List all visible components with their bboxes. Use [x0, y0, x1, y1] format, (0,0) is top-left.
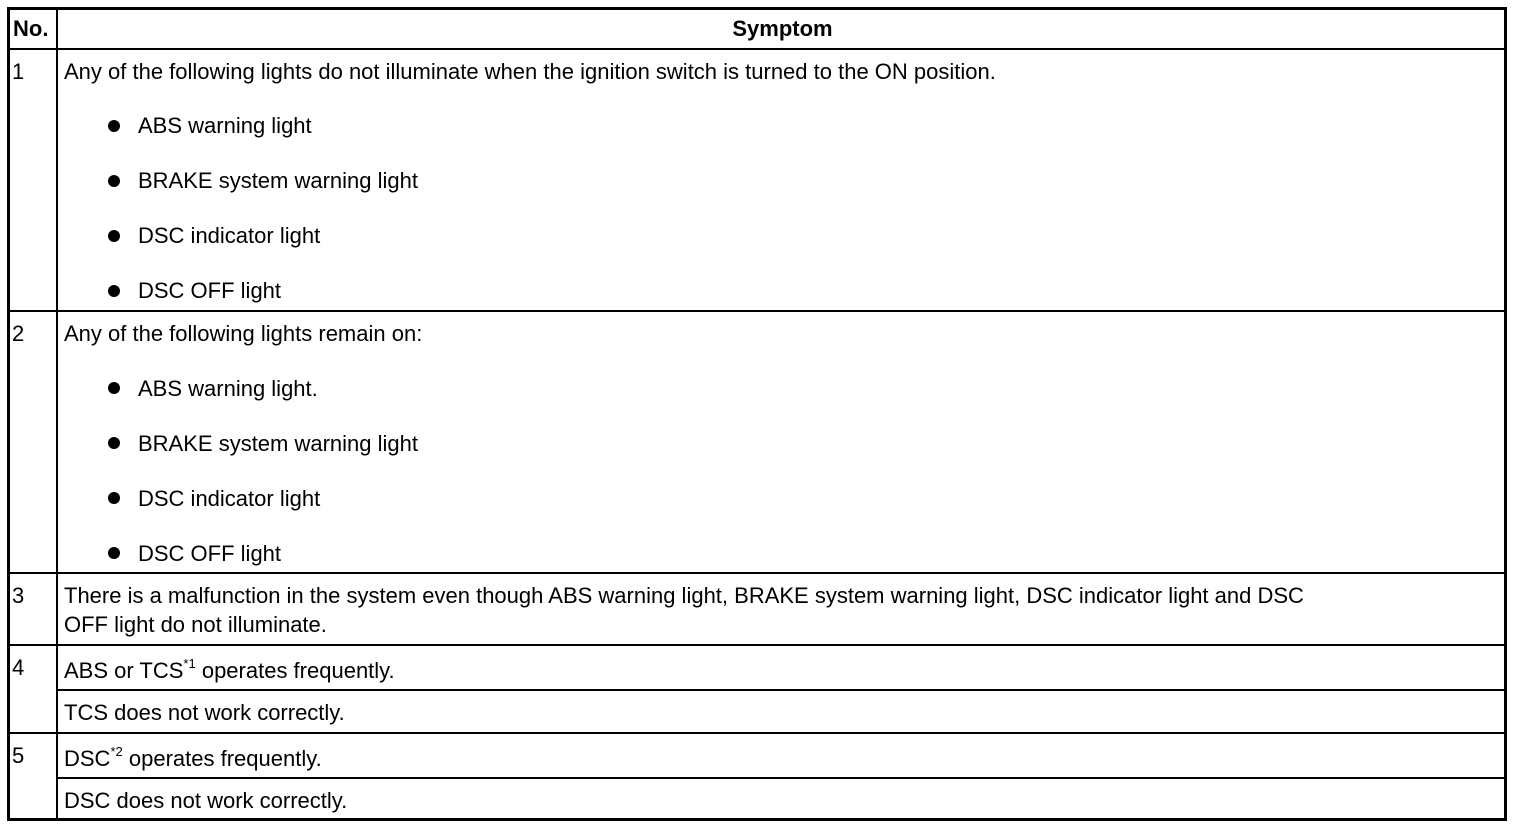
- footnote-ref: *1: [183, 656, 196, 671]
- row-4-text-a-tail: operates frequently.: [195, 658, 395, 683]
- bullet-icon: [108, 437, 120, 449]
- list-item: DSC OFF light: [138, 541, 282, 566]
- list-item: BRAKE system warning light: [138, 431, 418, 456]
- list-item: DSC OFF light: [138, 278, 282, 303]
- footnote-ref: *2: [110, 744, 123, 759]
- row-number: 1: [12, 59, 25, 84]
- bullet-icon: [108, 175, 120, 187]
- row-number: 2: [12, 321, 25, 346]
- row-divider: [7, 732, 1507, 734]
- bullet-icon: [108, 285, 120, 297]
- list-item: ABS warning light.: [138, 376, 318, 401]
- list-item: BRAKE system warning light: [138, 168, 418, 193]
- row-4-text-a: [64, 658, 395, 684]
- row-number: 4: [12, 655, 25, 680]
- list-item: ABS warning light: [138, 113, 312, 138]
- list-item: DSC indicator light: [138, 223, 321, 248]
- row-divider: [7, 48, 1507, 50]
- subrow-divider: [56, 777, 1507, 779]
- row-4-text-b: TCS does not work correctly.: [64, 700, 345, 725]
- row-divider: [7, 572, 1507, 574]
- row-5-text-b: DSC does not work correctly.: [64, 788, 348, 813]
- row-2-text: Any of the following lights remain on:: [64, 321, 423, 346]
- bullet-icon: [108, 492, 120, 504]
- list-item: DSC indicator light: [138, 486, 321, 511]
- subrow-divider: [56, 689, 1507, 691]
- header-no: No.: [13, 16, 49, 41]
- bullet-icon: [108, 230, 120, 242]
- row-divider: [7, 644, 1507, 646]
- column-divider: [56, 7, 58, 821]
- bullet-icon: [108, 382, 120, 394]
- bullet-icon: [108, 120, 120, 132]
- bullet-icon: [108, 547, 120, 559]
- row-5-text-a-main: DSC: [64, 746, 111, 771]
- row-3-text-line-2: OFF light do not illuminate.: [64, 612, 327, 637]
- row-3-text-line-1: There is a malfunction in the system even though ABS warning light, BRAKE system warning light, DSC indicator light and DSC: [64, 583, 1304, 608]
- row-1-text: Any of the following lights do not illuminate when the ignition switch is turned to the ON position.: [64, 59, 996, 84]
- row-divider: [7, 310, 1507, 312]
- row-number: 3: [12, 583, 25, 608]
- row-number: 5: [12, 743, 25, 768]
- row-5-text-a-tail: operates frequently.: [122, 746, 322, 771]
- row-5-text-a: [64, 746, 322, 772]
- row-4-text-a-main: ABS or TCS: [64, 658, 184, 683]
- header-symptom: Symptom: [732, 16, 833, 41]
